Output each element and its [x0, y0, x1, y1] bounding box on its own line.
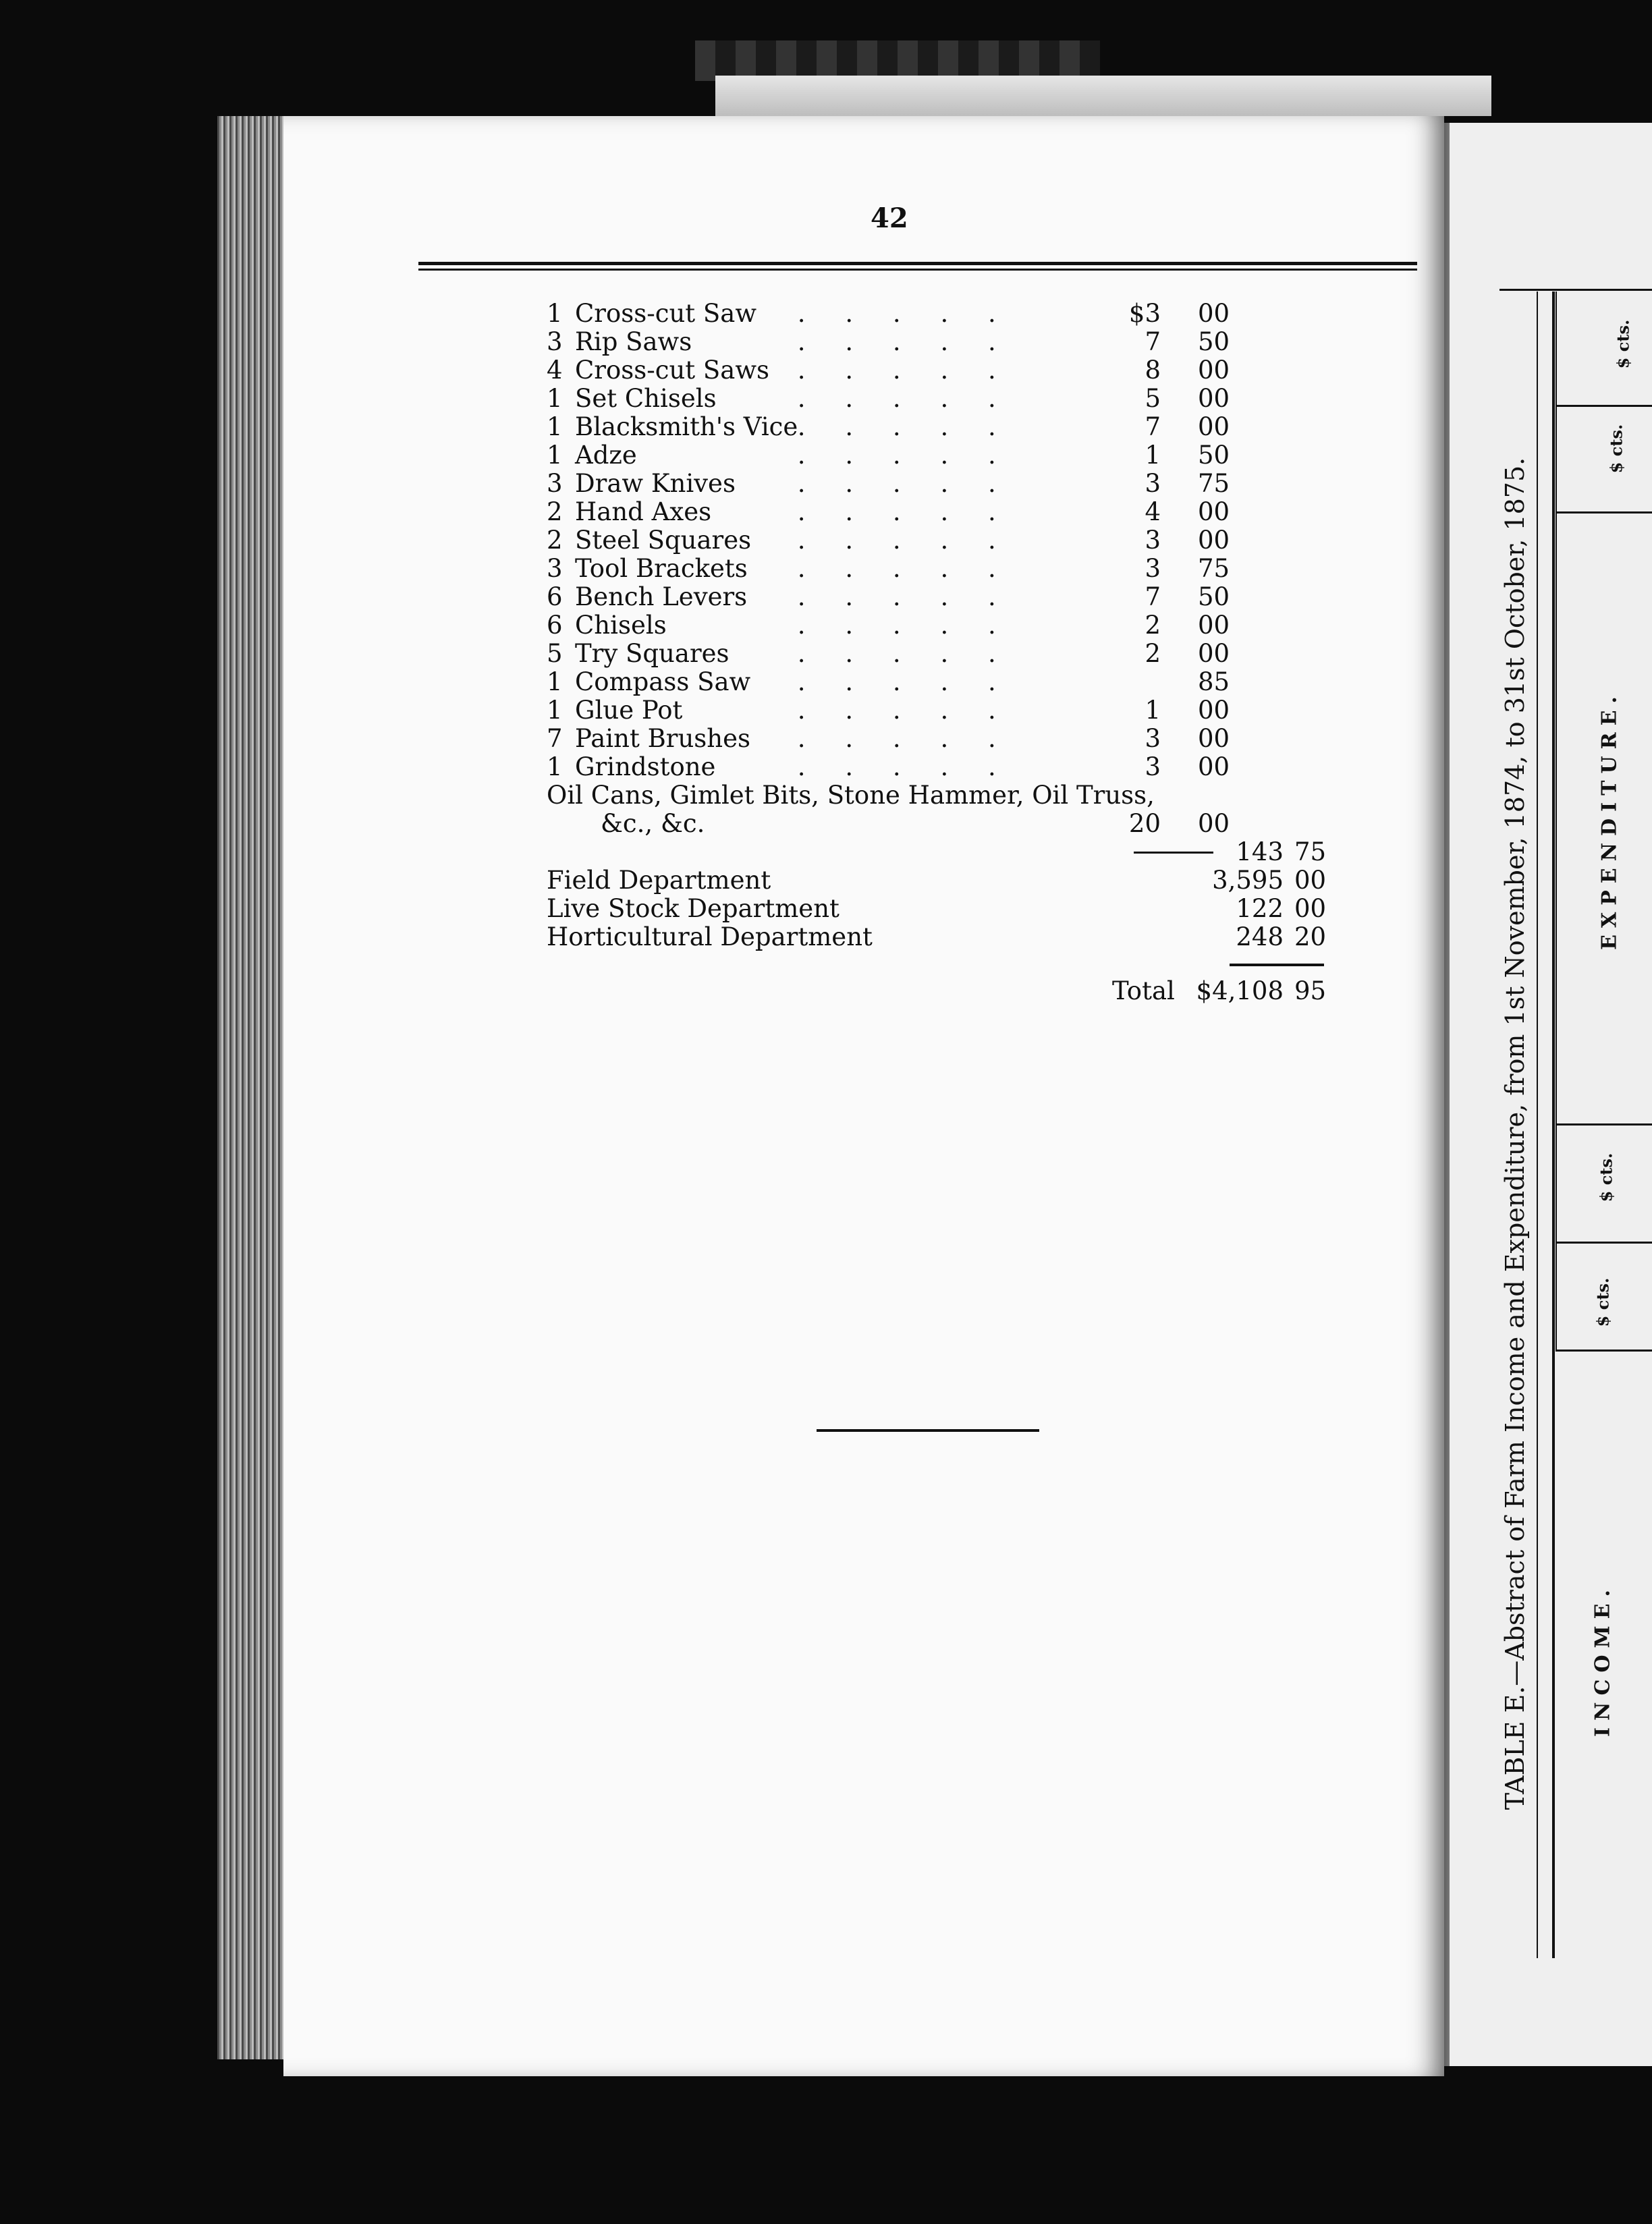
item-name: Paint Brushes	[575, 724, 750, 753]
item-dollars: 3	[1145, 752, 1161, 781]
item-cents: 50	[1198, 582, 1230, 611]
item-dollars: 3	[1145, 724, 1161, 753]
item-quantity: 3	[547, 327, 563, 356]
item-dollars: $3	[1128, 299, 1161, 328]
item-name: Cross-cut Saws	[575, 356, 769, 385]
item-cents: 75	[1198, 469, 1230, 498]
department-cents: 00	[1294, 866, 1327, 895]
subtotal-dollars: 143	[1236, 837, 1284, 866]
item-dollars: 8	[1145, 356, 1161, 385]
item-quantity: 7	[547, 724, 563, 753]
item-quantity: 2	[547, 526, 563, 555]
income-heading: INCOME.	[1591, 1583, 1615, 1737]
item-cents: 00	[1198, 384, 1230, 413]
leader-dots: . . . . .	[790, 469, 996, 498]
book-page-edges	[217, 116, 292, 2059]
table-section-rule	[1555, 1123, 1652, 1125]
item-quantity: 1	[547, 667, 563, 696]
item-cents: 00	[1198, 611, 1230, 640]
item-cents: 50	[1198, 327, 1230, 356]
item-cents: 00	[1198, 356, 1230, 385]
item-name: Compass Saw	[575, 667, 751, 696]
misc-cents: 00	[1198, 809, 1230, 838]
item-name: Adze	[575, 441, 637, 470]
item-name: Glue Pot	[575, 696, 683, 725]
item-quantity: 3	[547, 554, 563, 583]
item-quantity: 3	[547, 469, 563, 498]
leader-dots: . . . . .	[790, 724, 996, 753]
item-cents: 75	[1198, 554, 1230, 583]
department-name: Horticultural Department	[547, 922, 873, 951]
header-rule	[418, 262, 1417, 265]
table-border-left	[1552, 291, 1555, 1958]
item-dollars: 2	[1145, 611, 1161, 640]
item-dollars: 1	[1145, 441, 1161, 470]
leader-dots: . . . . .	[790, 441, 996, 470]
table-top-rule	[1499, 289, 1652, 291]
leader-dots: . . . . .	[790, 526, 996, 555]
item-cents: 00	[1198, 526, 1230, 555]
item-dollars: 7	[1145, 582, 1161, 611]
section-end-rule	[817, 1429, 1039, 1432]
item-quantity: 2	[547, 497, 563, 526]
item-quantity: 4	[547, 356, 563, 385]
leader-dots: . . . . .	[790, 582, 996, 611]
department-cents: 00	[1294, 894, 1327, 923]
item-name: Set Chisels	[575, 384, 717, 413]
leader-dots: . . . . .	[790, 611, 996, 640]
item-name: Cross-cut Saw	[575, 299, 757, 328]
leader-dots: . . . . .	[790, 497, 996, 526]
item-cents: 00	[1198, 696, 1230, 725]
table-header-rule	[1555, 405, 1652, 407]
leader-dots: . . . . .	[790, 639, 996, 668]
subtotal-rule	[1134, 852, 1213, 854]
item-dollars: 3	[1145, 526, 1161, 555]
table-column-line	[1555, 291, 1557, 1351]
leader-dots: . . . . .	[790, 299, 996, 328]
item-dollars: 5	[1145, 384, 1161, 413]
table-border-left-thin	[1537, 291, 1538, 1958]
page-number: 42	[871, 202, 908, 234]
leader-dots: . . . . .	[790, 384, 996, 413]
item-name: Rip Saws	[575, 327, 692, 356]
department-name: Field Department	[547, 866, 771, 895]
leader-dots: . . . . .	[790, 327, 996, 356]
item-dollars: 7	[1145, 327, 1161, 356]
misc-items: Oil Cans, Gimlet Bits, Stone Hammer, Oil Truss,	[547, 781, 1155, 810]
item-name: Try Squares	[575, 639, 729, 668]
leader-dots: . . . . .	[790, 554, 996, 583]
misc-dollars: 20	[1128, 809, 1161, 838]
table-header-rule	[1555, 1242, 1652, 1244]
table-header-rule	[1555, 1350, 1652, 1352]
leader-dots: . . . . .	[790, 667, 996, 696]
item-quantity: 1	[547, 299, 563, 328]
item-name: Hand Axes	[575, 497, 712, 526]
department-dollars: 122	[1236, 894, 1284, 923]
item-quantity: 6	[547, 611, 563, 640]
leader-dots: . . . . .	[790, 696, 996, 725]
total-cents: 95	[1294, 976, 1327, 1005]
cts-header: $ cts.	[1606, 424, 1626, 474]
item-quantity: 5	[547, 639, 563, 668]
item-quantity: 1	[547, 441, 563, 470]
item-name: Bench Levers	[575, 582, 748, 611]
item-quantity: 1	[547, 384, 563, 413]
total-rule	[1230, 964, 1324, 966]
item-quantity: 1	[547, 412, 563, 441]
item-cents: 50	[1198, 441, 1230, 470]
item-dollars: 4	[1145, 497, 1161, 526]
total-label: Total	[1112, 976, 1175, 1005]
department-cents: 20	[1294, 922, 1327, 951]
film-edge	[695, 40, 1100, 81]
header-rule-thin	[418, 269, 1417, 271]
item-dollars: 2	[1145, 639, 1161, 668]
film-edge-strip	[715, 76, 1491, 116]
item-quantity: 1	[547, 752, 563, 781]
item-dollars: 3	[1145, 469, 1161, 498]
misc-items-cont: &c., &c.	[601, 809, 705, 838]
item-cents: 00	[1198, 299, 1230, 328]
total-dollars: $4,108	[1196, 976, 1284, 1005]
item-dollars: 1	[1145, 696, 1161, 725]
item-cents: 00	[1198, 412, 1230, 441]
cts-header: $ cts.	[1593, 1277, 1613, 1327]
item-cents: 85	[1198, 667, 1230, 696]
cts-header: $ cts.	[1596, 1152, 1616, 1202]
item-name: Draw Knives	[575, 469, 736, 498]
table-header-rule	[1555, 511, 1652, 513]
expenditure-heading: EXPENDITURE.	[1597, 690, 1622, 950]
item-quantity: 1	[547, 696, 563, 725]
leader-dots: . . . . .	[790, 412, 996, 441]
item-name: Blacksmith's Vice	[575, 412, 798, 441]
item-cents: 00	[1198, 497, 1230, 526]
subtotal-cents: 75	[1294, 837, 1327, 866]
item-quantity: 6	[547, 582, 563, 611]
leader-dots: . . . . .	[790, 752, 996, 781]
item-cents: 00	[1198, 752, 1230, 781]
item-dollars: 3	[1145, 554, 1161, 583]
facing-page	[1429, 123, 1652, 2066]
item-dollars: 7	[1145, 412, 1161, 441]
table-e-title: TABLE E.—Abstract of Farm Income and Expenditure, from 1st November, 1874, to 31st October, 1875.	[1500, 457, 1530, 1810]
item-name: Tool Brackets	[575, 554, 748, 583]
item-cents: 00	[1198, 639, 1230, 668]
item-name: Chisels	[575, 611, 667, 640]
item-cents: 00	[1198, 724, 1230, 753]
department-name: Live Stock Department	[547, 894, 839, 923]
item-name: Grindstone	[575, 752, 716, 781]
cts-header: $ cts.	[1613, 319, 1633, 369]
department-dollars: 3,595	[1212, 866, 1284, 895]
department-dollars: 248	[1236, 922, 1284, 951]
item-name: Steel Squares	[575, 526, 752, 555]
leader-dots: . . . . .	[790, 356, 996, 385]
